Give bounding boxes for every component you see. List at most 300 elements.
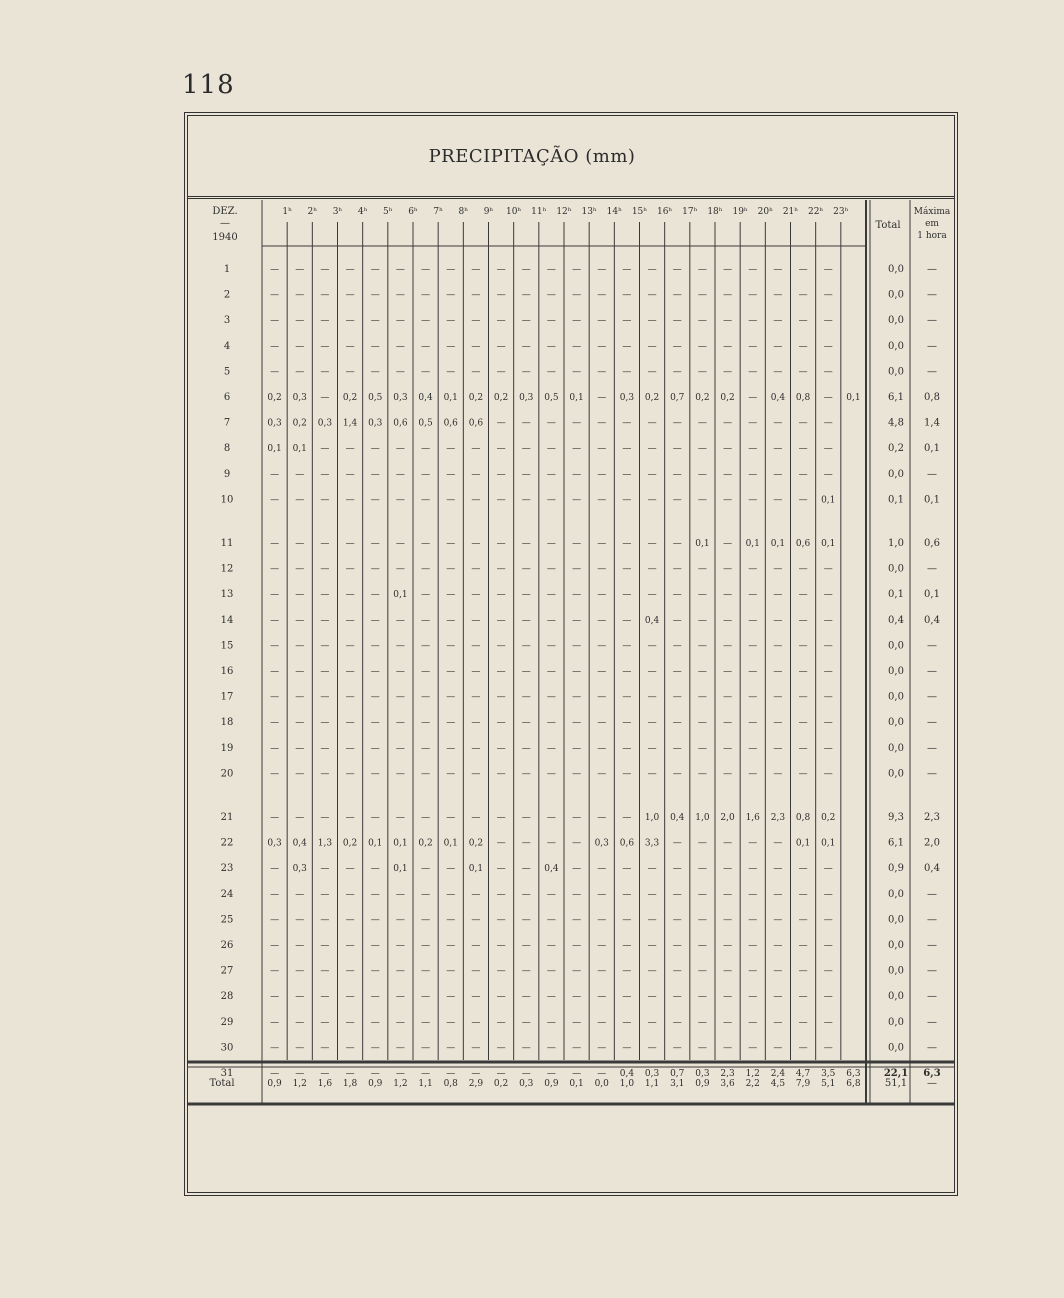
row-value: —: [597, 992, 607, 1003]
row-value: —: [446, 615, 456, 626]
row-value: —: [270, 564, 280, 575]
row-value: —: [597, 539, 607, 549]
row-value: 0,5: [544, 393, 559, 403]
row-total: 0,0: [888, 940, 904, 951]
row-value: —: [471, 769, 481, 780]
row-value: —: [320, 590, 330, 601]
row-value: —: [823, 641, 833, 652]
row-value: —: [773, 692, 783, 703]
header-hour: 1ʰ: [282, 207, 292, 217]
row-value: —: [572, 290, 582, 301]
row-value: —: [748, 341, 758, 352]
row-value: —: [521, 864, 531, 875]
row-value: —: [446, 290, 456, 301]
row-total: 6,1: [888, 837, 904, 849]
row-value: 0,3: [267, 838, 282, 849]
row-value: —: [270, 265, 280, 275]
row-value: —: [672, 341, 682, 352]
row-value: —: [295, 469, 305, 480]
row-value: —: [697, 341, 707, 352]
row-max: 2,3: [924, 812, 940, 823]
row-value: —: [395, 1043, 405, 1054]
row-value: 3,3: [644, 838, 660, 849]
row-value: —: [471, 743, 481, 754]
row-max: —: [927, 315, 937, 327]
row-value: —: [370, 889, 380, 900]
row-value: —: [295, 941, 305, 951]
row-value: —: [521, 1069, 531, 1079]
row-value: —: [421, 495, 431, 506]
row-value: —: [823, 915, 833, 926]
row-total: 1,0: [888, 538, 904, 549]
row-value: —: [446, 495, 456, 506]
row-max: 0,1: [924, 443, 940, 455]
row-value: —: [697, 444, 707, 455]
row-total: 0,0: [888, 742, 904, 754]
row-value: —: [496, 290, 506, 301]
row-value: —: [295, 692, 305, 703]
row-value: 0,2: [418, 838, 433, 849]
row-value: —: [748, 966, 758, 977]
row-value: —: [496, 444, 506, 455]
row-value: —: [798, 941, 808, 951]
row-value: —: [798, 316, 808, 327]
row-value: 0,6: [795, 539, 811, 549]
row-value: —: [295, 615, 305, 626]
row-value: —: [471, 316, 481, 327]
row-value: —: [521, 469, 531, 480]
row-value: —: [798, 495, 808, 506]
row-value: —: [798, 418, 808, 429]
page-title: PRECIPITAÇÃO (mm): [428, 146, 636, 167]
row-value: —: [320, 367, 330, 378]
row-value: —: [395, 444, 405, 455]
row-value: —: [672, 564, 682, 575]
row-value: —: [295, 1043, 305, 1054]
row-value: —: [823, 1017, 833, 1028]
header-hour: 18ʰ: [707, 207, 723, 217]
row-value: —: [697, 495, 707, 506]
header-hour: 11ʰ: [531, 207, 547, 217]
row-day: 16: [220, 666, 234, 677]
row-value: —: [723, 641, 733, 652]
row-day: 13: [220, 589, 234, 601]
row-value: —: [270, 667, 280, 677]
row-value: —: [446, 915, 456, 926]
row-value: —: [748, 941, 758, 951]
row-value: 0,1: [292, 444, 307, 455]
row-day: 4: [223, 340, 231, 352]
row-value: —: [496, 564, 506, 575]
totals-value: 1,2: [393, 1079, 408, 1089]
totals-label: Total: [209, 1078, 235, 1089]
row-value: —: [748, 1043, 758, 1054]
row-value: —: [823, 316, 833, 327]
row-value: —: [647, 743, 657, 754]
row-value: —: [270, 915, 280, 926]
row-day: 2: [223, 289, 231, 301]
row-value: —: [421, 265, 431, 275]
row-value: —: [622, 743, 632, 754]
row-value: —: [370, 692, 380, 703]
row-value: —: [270, 290, 280, 301]
row-value: —: [798, 615, 808, 626]
row-value: —: [521, 667, 531, 677]
row-value: —: [446, 367, 456, 378]
row-value: —: [270, 590, 280, 601]
row-value: —: [647, 367, 657, 378]
row-value: —: [295, 915, 305, 926]
row-day: 18: [220, 717, 234, 729]
row-value: —: [395, 667, 405, 677]
row-value: —: [546, 641, 556, 652]
row-value: —: [723, 590, 733, 601]
row-value: 6,3: [846, 1069, 861, 1079]
row-value: —: [647, 469, 657, 480]
row-value: —: [370, 743, 380, 754]
row-value: —: [622, 564, 632, 575]
row-value: —: [622, 539, 632, 549]
row-value: —: [798, 469, 808, 480]
row-value: —: [597, 889, 607, 900]
row-value: —: [471, 495, 481, 506]
row-value: —: [773, 667, 783, 677]
row-value: —: [697, 615, 707, 626]
totals-value: 6,8: [846, 1079, 861, 1089]
row-value: —: [421, 743, 431, 754]
row-value: —: [295, 590, 305, 601]
row-value: —: [597, 667, 607, 677]
row-total: 0,0: [888, 1042, 904, 1054]
row-value: —: [370, 1069, 380, 1079]
row-day: 17: [220, 691, 234, 703]
row-value: 1,0: [695, 813, 710, 823]
row-value: —: [647, 667, 657, 677]
row-value: —: [672, 992, 682, 1003]
row-value: —: [572, 769, 582, 780]
row-value: —: [421, 590, 431, 601]
row-value: —: [496, 469, 506, 480]
row-value: —: [798, 915, 808, 926]
row-value: —: [823, 992, 833, 1003]
row-value: —: [370, 590, 380, 601]
row-value: —: [672, 864, 682, 875]
row-value: —: [798, 966, 808, 977]
row-value: —: [370, 367, 380, 378]
row-value: —: [370, 1043, 380, 1054]
row-value: —: [647, 641, 657, 652]
row-value: —: [723, 864, 733, 875]
row-value: —: [270, 367, 280, 378]
row-value: —: [647, 290, 657, 301]
row-value: —: [471, 915, 481, 926]
row-total: 0,4: [888, 614, 904, 626]
header-hour: 23ʰ: [833, 207, 849, 217]
row-value: —: [572, 743, 582, 754]
row-value: —: [370, 1017, 380, 1028]
row-value: 0,3: [519, 393, 534, 403]
totals-value: 4,5: [770, 1079, 786, 1089]
row-value: —: [748, 838, 758, 849]
row-value: —: [572, 1069, 582, 1079]
row-value: —: [597, 393, 607, 403]
header-max: em: [925, 219, 939, 229]
row-value: —: [295, 813, 305, 823]
row-value: 2,0: [720, 813, 735, 823]
row-value: —: [597, 813, 607, 823]
row-value: —: [521, 1043, 531, 1054]
row-value: —: [723, 316, 733, 327]
row-value: —: [647, 539, 657, 549]
row-value: —: [597, 418, 607, 429]
row-value: —: [295, 641, 305, 652]
row-value: —: [471, 1069, 481, 1079]
row-value: —: [496, 615, 506, 626]
row-day: 31: [220, 1068, 234, 1079]
row-value: 0,3: [619, 393, 635, 403]
row-value: —: [697, 265, 707, 275]
header-max: 1 hora: [917, 231, 947, 241]
row-value: —: [521, 615, 531, 626]
row-value: —: [672, 889, 682, 900]
row-max: —: [927, 1016, 937, 1028]
row-value: —: [496, 1017, 506, 1028]
row-value: —: [320, 615, 330, 626]
header-hour: 19ʰ: [732, 207, 748, 217]
row-value: —: [521, 316, 531, 327]
row-value: —: [647, 495, 657, 506]
header-max: Máxima: [913, 207, 951, 217]
row-max: 6,3: [923, 1068, 941, 1079]
row-value: —: [295, 316, 305, 327]
row-value: —: [395, 539, 405, 549]
row-total: 0,0: [888, 691, 904, 703]
row-value: —: [546, 615, 556, 626]
row-value: 0,5: [418, 418, 433, 429]
row-value: —: [345, 615, 355, 626]
row-value: —: [496, 692, 506, 703]
row-value: —: [345, 590, 355, 601]
row-value: —: [572, 265, 582, 275]
row-value: —: [597, 1043, 607, 1054]
row-value: —: [823, 469, 833, 480]
row-value: —: [672, 316, 682, 327]
row-value: —: [320, 889, 330, 900]
row-value: —: [823, 590, 833, 601]
row-value: —: [395, 718, 405, 729]
row-value: —: [748, 393, 758, 403]
row-value: —: [723, 743, 733, 754]
header-hour: 13ʰ: [581, 207, 597, 217]
row-value: —: [748, 495, 758, 506]
row-value: —: [320, 966, 330, 977]
totals-value: 1,6: [317, 1079, 333, 1089]
row-value: —: [723, 838, 733, 849]
row-value: —: [521, 495, 531, 506]
row-value: —: [496, 1043, 506, 1054]
row-value: —: [446, 1017, 456, 1028]
row-value: —: [421, 864, 431, 875]
row-value: —: [823, 393, 833, 403]
row-value: —: [270, 692, 280, 703]
row-value: —: [672, 615, 682, 626]
row-value: —: [597, 590, 607, 601]
row-value: —: [597, 864, 607, 875]
row-value: —: [546, 992, 556, 1003]
totals-value: 0,3: [519, 1079, 534, 1089]
row-value: —: [773, 444, 783, 455]
row-value: —: [697, 316, 707, 327]
row-value: —: [773, 590, 783, 601]
row-value: —: [622, 1017, 632, 1028]
row-value: —: [723, 692, 733, 703]
row-value: —: [546, 564, 556, 575]
row-value: —: [521, 590, 531, 601]
row-value: —: [773, 915, 783, 926]
row-day: 10: [220, 494, 234, 506]
row-value: —: [773, 769, 783, 780]
row-value: —: [597, 469, 607, 480]
row-value: —: [395, 992, 405, 1003]
row-value: —: [471, 1017, 481, 1028]
row-value: —: [446, 992, 456, 1003]
totals-value: 1,2: [292, 1079, 307, 1089]
row-value: —: [446, 889, 456, 900]
row-value: —: [345, 769, 355, 780]
row-value: —: [295, 367, 305, 378]
row-value: —: [823, 1043, 833, 1054]
row-value: —: [597, 941, 607, 951]
row-total: 9,3: [888, 812, 904, 823]
row-value: —: [672, 265, 682, 275]
row-value: —: [496, 915, 506, 926]
row-value: —: [345, 941, 355, 951]
row-value: —: [270, 718, 280, 729]
row-value: —: [446, 469, 456, 480]
row-value: 0,3: [317, 418, 333, 429]
row-value: —: [446, 966, 456, 977]
row-value: —: [370, 615, 380, 626]
row-value: —: [546, 838, 556, 849]
row-value: —: [496, 341, 506, 352]
row-value: —: [723, 341, 733, 352]
row-value: —: [295, 495, 305, 506]
row-max: —: [927, 991, 937, 1003]
row-value: —: [421, 290, 431, 301]
row-value: —: [697, 718, 707, 729]
row-value: —: [572, 641, 582, 652]
row-value: —: [270, 864, 280, 875]
row-value: —: [723, 615, 733, 626]
totals-value: 1,8: [342, 1079, 358, 1089]
row-value: —: [521, 539, 531, 549]
row-value: —: [370, 915, 380, 926]
row-value: —: [572, 915, 582, 926]
row-value: 0,1: [770, 539, 786, 549]
totals-value: 1,1: [644, 1079, 660, 1089]
row-value: 0,1: [443, 393, 458, 403]
row-max: —: [927, 768, 937, 780]
row-value: —: [622, 813, 632, 823]
row-value: —: [320, 864, 330, 875]
row-value: —: [597, 367, 607, 378]
row-value: —: [320, 316, 330, 327]
row-value: 0,3: [267, 418, 282, 429]
row-value: —: [446, 692, 456, 703]
row-value: —: [421, 367, 431, 378]
row-value: 0,1: [393, 864, 408, 875]
row-max: —: [927, 563, 937, 575]
row-max: —: [927, 1042, 937, 1054]
row-value: —: [572, 469, 582, 480]
row-value: —: [370, 992, 380, 1003]
row-value: —: [622, 615, 632, 626]
row-max: 0,1: [924, 494, 940, 506]
header-hour: 7ʰ: [433, 207, 443, 217]
row-value: —: [421, 316, 431, 327]
row-value: —: [723, 469, 733, 480]
row-value: —: [521, 838, 531, 849]
totals-value: 2,9: [468, 1079, 484, 1089]
row-value: —: [471, 367, 481, 378]
row-value: 1,2: [745, 1069, 760, 1079]
row-value: —: [345, 316, 355, 327]
row-value: —: [748, 564, 758, 575]
row-value: —: [723, 941, 733, 951]
row-value: —: [395, 495, 405, 506]
row-value: —: [320, 265, 330, 275]
row-value: —: [572, 838, 582, 849]
header-hour: 20ʰ: [757, 207, 774, 217]
row-value: —: [647, 941, 657, 951]
row-value: —: [546, 718, 556, 729]
row-value: —: [697, 1017, 707, 1028]
row-value: —: [723, 418, 733, 429]
row-total: 4,8: [888, 417, 904, 429]
row-value: —: [773, 367, 783, 378]
row-value: —: [773, 992, 783, 1003]
row-value: —: [697, 367, 707, 378]
row-value: —: [421, 915, 431, 926]
row-value: 1,6: [745, 813, 760, 823]
row-value: —: [546, 469, 556, 480]
row-value: —: [320, 539, 330, 549]
row-total: 0,0: [888, 914, 904, 926]
header-hour: 10ʰ: [505, 207, 522, 217]
totals-value: 2,2: [745, 1079, 760, 1089]
row-day: 24: [220, 888, 234, 900]
row-value: —: [622, 992, 632, 1003]
row-total: 0,1: [888, 494, 904, 506]
row-value: —: [597, 316, 607, 327]
row-value: —: [798, 265, 808, 275]
row-value: —: [521, 966, 531, 977]
row-value: —: [672, 915, 682, 926]
row-value: —: [320, 992, 330, 1003]
row-value: —: [546, 743, 556, 754]
row-value: —: [395, 341, 405, 352]
row-value: —: [270, 889, 280, 900]
row-value: —: [546, 1043, 556, 1054]
row-value: —: [270, 1017, 280, 1028]
row-value: —: [370, 265, 380, 275]
row-value: —: [345, 495, 355, 506]
row-value: —: [496, 316, 506, 327]
row-value: 0,4: [770, 393, 786, 403]
row-value: 0,2: [821, 813, 836, 823]
row-value: —: [748, 444, 758, 455]
header-hour: 8ʰ: [458, 207, 469, 217]
